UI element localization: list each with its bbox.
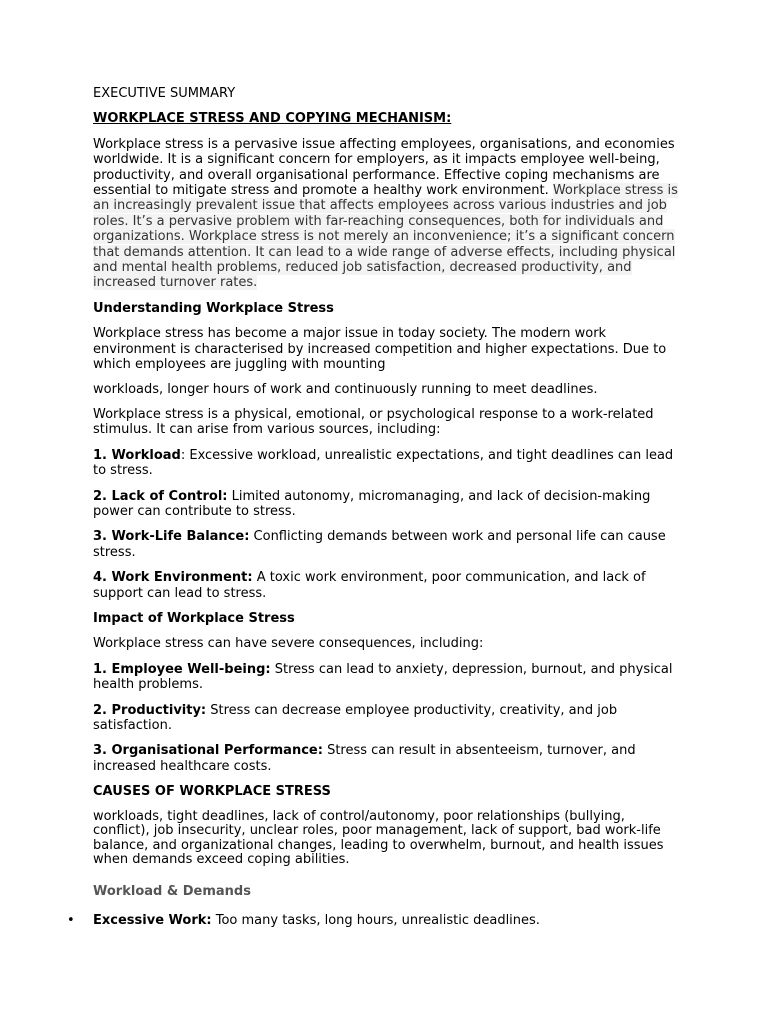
bullet-icon: • [67, 913, 75, 929]
impact-text: Stress can decrease employee productivity, creativity, and job satisfaction. [93, 702, 618, 733]
impact-label: 3. Organisational Performance: [93, 743, 323, 759]
understanding-paragraph-2: workloads, longer hours of work and continuously running to meet deadlines. [93, 381, 598, 397]
source-text: : Excessive workload, unrealistic expectations, and tight deadlines can lead to stress. [93, 447, 674, 479]
bullet-label: Excessive Work: [93, 913, 212, 929]
source-item-lack-of-control [93, 489, 678, 520]
impact-text: Stress can result in absenteeism, turnover, and increased healthcare costs. [93, 743, 636, 774]
impact-label: 1. Employee Well-being: [93, 661, 271, 677]
impact-intro: Workplace stress can have severe consequences, including: [93, 636, 484, 652]
document-page [67, 86, 678, 929]
source-text: Conflicting demands between work and personal life can cause stress. [93, 529, 666, 560]
impact-item-employee-wellbeing [93, 662, 678, 693]
intro-highlighted-text: Workplace stress is an increasingly prevalent issue that affects employees across various industries and job roles. It’s a pervasive problem with far-reaching consequences, both for individuals and organizations. Workplace stress is not merely an inconvenience; it’s a significant concern that demands attention. It can lead to a wide range of adverse effects, including physical and mental health problems, reduced job satisfaction, decreased productivity, and increased turnover rates. [93, 183, 678, 291]
source-label: 4. Work Environment: [93, 570, 253, 586]
source-label: 3. Work-Life Balance: [93, 529, 250, 545]
understanding-paragraph-3: Workplace stress is a physical, emotional, or psychological response to a work-related stimulus. It can arise from various sources, including: [93, 406, 654, 438]
source-text: A toxic work environment, poor communication, and lack of support can lead to stress. [93, 570, 646, 601]
list-item [67, 913, 678, 929]
impact-item-productivity [93, 703, 678, 734]
source-item-work-life-balance [93, 529, 678, 560]
source-item-work-environment [93, 570, 678, 601]
source-item-workload [93, 448, 678, 479]
impact-label: 2. Productivity: [93, 702, 207, 718]
impact-item-organisational-performance [93, 743, 678, 774]
executive-summary-heading: EXECUTIVE SUMMARY [93, 86, 236, 101]
impact-text: Stress can lead to anxiety, depression, burnout, and physical health problems. [93, 661, 673, 693]
source-text: Limited autonomy, micromanaging, and lack of decision-making power can contribute to stress. [93, 488, 651, 519]
causes-paragraph: workloads, tight deadlines, lack of control/autonomy, poor relationships (bullying, conflict), job insecurity, unclear roles, poor management, lack of support, bad work-life balance, and organizational changes, leading to overwhelm, burnout, and health issues when demands exceed coping abilities. [93, 808, 664, 868]
bullet-text: Too many tasks, long hours, unrealistic deadlines. [211, 913, 540, 929]
understanding-paragraph-1: Workplace stress has become a major issue in today society. The modern work environment is characterised by increased competition and higher expectations. Due to which employees are juggling with mounting [93, 326, 667, 373]
workload-demands-heading: Workload & Demands [93, 884, 251, 899]
understanding-heading: Understanding Workplace Stress [93, 300, 334, 316]
intro-plain-text: Workplace stress is a pervasive issue affecting employees, organisations, and economies worldwide. It is a significant concern for employers, as it impacts employee well-being, productivity, and overall organisational performance. Effective coping mechanisms are essential to mitigate stress and promote a healthy work environment. [93, 136, 675, 199]
main-title: WORKPLACE STRESS AND COPYING MECHANISM: [93, 111, 452, 127]
intro-paragraph [93, 137, 678, 291]
source-label: 1. Workload [93, 447, 181, 463]
workload-bullet-list [67, 913, 678, 929]
source-label: 2. Lack of Control: [93, 488, 228, 504]
causes-heading: CAUSES OF WORKPLACE STRESS [93, 784, 331, 800]
impact-heading: Impact of Workplace Stress [93, 610, 295, 626]
